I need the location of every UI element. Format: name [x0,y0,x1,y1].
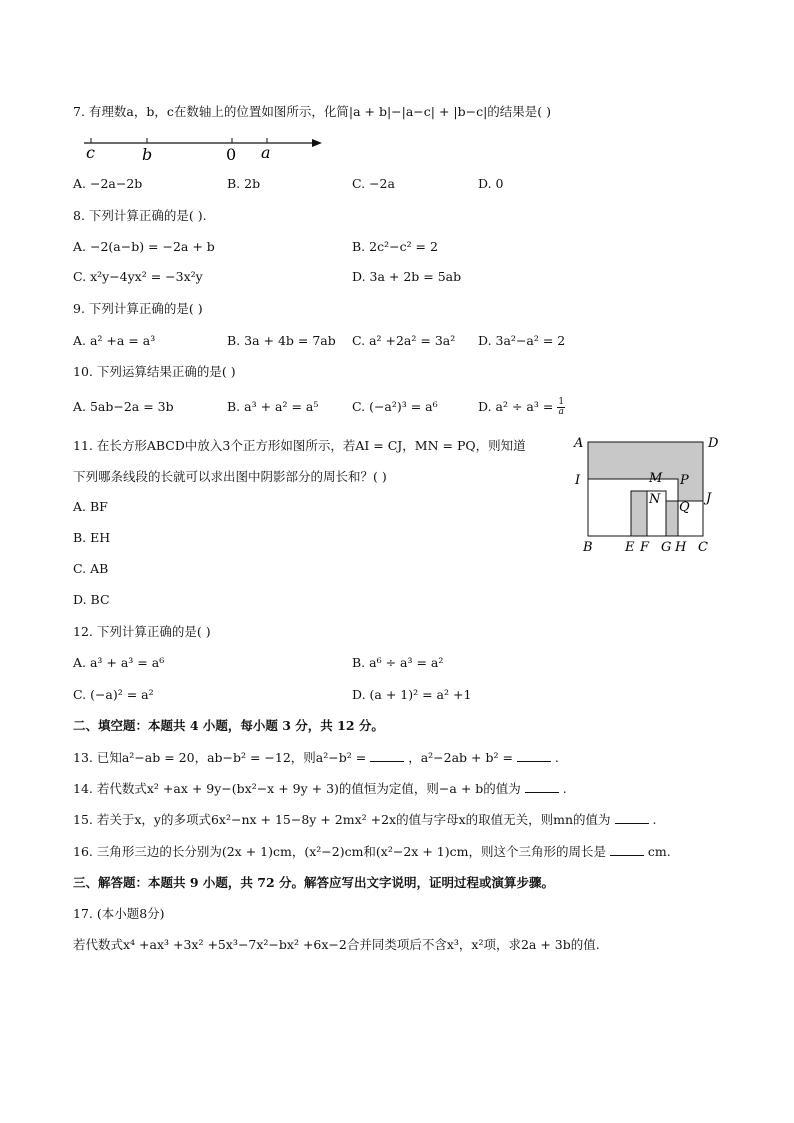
number-line-figure [80,134,340,164]
axis-label-a: a [261,143,271,162]
q15 [73,811,657,829]
q16 [73,843,671,861]
q11-stem-line1: 11. 在长方形ABCD中放入3个正方形如图所示，若AI = CJ，MN = PQ，则知道 [73,438,526,453]
axis-label-b: b [142,145,153,164]
section-3-heading: 三、解答题：本题共 9 小题，共 72 分。解答应写出文字说明，证明过程或演算步骤。 [73,875,555,890]
shaded-left-strip [631,491,647,536]
q7-option-d[interactable]: D. 0 [478,176,504,191]
q11-stem-line2: 下列哪条线段的长就可以求出图中阴影部分的周长和？( ) [73,469,387,484]
q8-option-c[interactable]: C. x²y−4yx² = −3x²y [73,269,203,284]
q13-text-1: 13. 已知a²−ab = 20，ab−b² = −12，则a²−b² = [73,750,367,765]
label-h: H [675,540,687,555]
label-a: A [574,436,584,451]
q13-text-2: ，a²−2ab + b² = [408,750,513,765]
q10-option-d-text: D. a² ÷ a³ = [478,399,554,414]
fraction-denominator: a [558,407,564,417]
q13-blank-1[interactable] [370,749,404,762]
label-d: D [708,436,719,451]
q9-option-d[interactable]: D. 3a²−a² = 2 [478,333,566,348]
shaded-right-strip [666,501,678,536]
q7-option-b[interactable]: B. 2b [227,176,261,191]
label-g: G [661,540,672,555]
q12-option-a[interactable]: A. a³ + a³ = a⁶ [73,655,165,670]
axis-label-c: c [86,143,95,162]
q7-stem: 7. 有理数a，b，c在数轴上的位置如图所示，化简|a + b|−|a−c| + |b−c|的结果是( ) [73,104,552,119]
axis-label-0: 0 [226,145,237,164]
q11-option-c[interactable]: C. AB [73,561,109,576]
q16-blank[interactable] [610,843,644,856]
q13-text-3: . [554,750,559,765]
label-i: I [575,473,581,488]
q10-option-d[interactable] [478,398,565,417]
q10-option-b[interactable]: B. a³ + a² = a⁵ [227,399,319,414]
label-n: N [649,492,661,507]
q10-stem: 10. 下列运算结果正确的是( ) [73,364,236,379]
q14-text-1: 14. 若代数式x² +ax + 9y−(bx²−x + 9y + 3)的值恒为定值，则−a + b的值为 [73,781,521,796]
q12-option-b[interactable]: B. a⁶ ÷ a³ = a² [352,655,444,670]
q15-blank[interactable] [615,811,649,824]
q9-option-c[interactable]: C. a² +2a² = 3a² [352,333,456,348]
label-b: B [583,540,593,555]
rectangle-squares-figure [570,432,730,557]
section-2-heading: 二、填空题：本题共 4 小题，每小题 3 分，共 12 分。 [73,718,384,733]
q14-blank[interactable] [525,780,559,793]
q12-stem: 12. 下列计算正确的是( ) [73,624,211,639]
label-e: E [625,540,635,555]
q9-option-b[interactable]: B. 3a + 4b = 7ab [227,333,336,348]
label-m: M [649,471,663,486]
number-line-arrow [312,139,322,147]
q8-option-b[interactable]: B. 2c²−c² = 2 [352,239,438,254]
q17-title: 17. (本小题8分) [73,906,165,921]
q10-option-a[interactable]: A. 5ab−2a = 3b [73,399,174,414]
q13-blank-2[interactable] [517,749,551,762]
q10-option-c[interactable]: C. (−a²)³ = a⁶ [352,399,438,414]
q10-fraction [557,398,565,417]
q12-option-c[interactable]: C. (−a)² = a² [73,687,154,702]
q9-option-a[interactable]: A. a² +a = a³ [73,333,156,348]
q14 [73,780,567,798]
label-p: P [680,473,689,488]
q8-option-d[interactable]: D. 3a + 2b = 5ab [352,269,462,284]
q7-option-a[interactable]: A. −2a−2b [73,176,143,191]
q13 [73,749,559,767]
q16-text-2: cm. [647,844,671,859]
q16-text-1: 16. 三角形三边的长分别为(2x + 1)cm，(x²−2)cm和(x²−2x + 1)cm，则这个三角形的周长是 [73,844,606,859]
q14-text-2: . [562,781,567,796]
q15-text-1: 15. 若关于x，y的多项式6x²−nx + 15−8y + 2mx² +2x的值与字母x的取值无关，则mn的值为 [73,812,611,827]
label-f: F [640,540,650,555]
label-j: J [706,491,712,506]
q17-body: 若代数式x⁴ +ax³ +3x² +5x³−7x²−bx² +6x−2合并同类项后不含x³，x²项，求2a + 3b的值. [73,937,600,952]
q7-option-c[interactable]: C. −2a [352,176,395,191]
q11-option-b[interactable]: B. EH [73,530,111,545]
q15-text-2: . [652,812,657,827]
q12-option-d[interactable]: D. (a + 1)² = a² +1 [352,687,472,702]
q9-stem: 9. 下列计算正确的是( ) [73,301,203,316]
q11-option-d[interactable]: D. BC [73,592,110,607]
label-q: Q [679,500,690,515]
q8-option-a[interactable]: A. −2(a−b) = −2a + b [73,239,215,254]
label-c: C [698,540,708,555]
q11-option-a[interactable]: A. BF [73,499,108,514]
fraction-numerator: 1 [558,397,565,407]
q8-stem: 8. 下列计算正确的是( ). [73,208,207,223]
